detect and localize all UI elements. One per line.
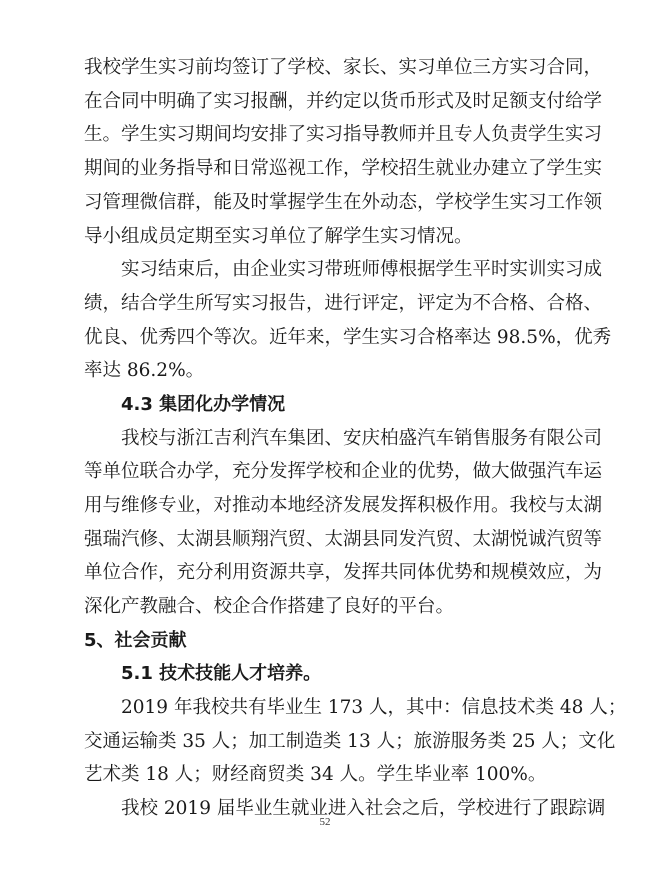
paragraph-line: 实习结束后，由企业实习带班师傅根据学生平时实训实习成 bbox=[121, 259, 603, 280]
section-heading-4-3: 4.3 集团化办学情况 bbox=[121, 394, 286, 415]
paragraph-line: 率达 86.2%。 bbox=[84, 360, 205, 381]
paragraph-line: 等单位联合办学，充分发挥学校和企业的优势，做大做强汽车运 bbox=[84, 461, 603, 482]
paragraph-line: 单位合作，充分利用资源共享，发挥共同体优势和规模效应，为 bbox=[84, 562, 603, 583]
paragraph-line: 2019 年我校共有毕业生 173 人，其中：信息技术类 48 人； bbox=[121, 697, 627, 718]
paragraph-line: 期间的业务指导和日常巡视工作，学校招生就业办建立了学生实 bbox=[84, 158, 603, 179]
paragraph-line: 强瑞汽修、太湖县顺翔汽贸、太湖县同发汽贸、太湖悦诚汽贸等 bbox=[84, 529, 603, 550]
paragraph-line: 我校学生实习前均签订了学校、家长、实习单位三方实习合同， bbox=[84, 57, 603, 78]
paragraph-line: 艺术类 18 人；财经商贸类 34 人。学生毕业率 100%。 bbox=[84, 764, 547, 785]
paragraph-line: 我校 2019 届毕业生就业进入社会之后，学校进行了跟踪调 bbox=[121, 798, 606, 819]
paragraph-line: 交通运输类 35 人；加工制造类 13 人；旅游服务类 25 人；文化 bbox=[84, 731, 616, 752]
paragraph-line: 在合同中明确了实习报酬，并约定以货币形式及时足额支付给学 bbox=[84, 91, 603, 112]
paragraph-line: 导小组成员定期至实习单位了解学生实习情况。 bbox=[84, 226, 473, 247]
paragraph-line: 用与维修专业，对推动本地经济发展发挥积极作用。我校与太湖 bbox=[84, 495, 603, 516]
section-heading-5-1: 5.1 技术技能人才培养。 bbox=[121, 663, 322, 684]
paragraph-line: 优良、优秀四个等次。近年来，学生实习合格率达 98.5%，优秀 bbox=[84, 327, 612, 348]
paragraph-line: 生。学生实习期间均安排了实习指导教师并且专人负责学生实习 bbox=[84, 124, 603, 145]
paragraph-line: 我校与浙江吉利汽车集团、安庆柏盛汽车销售服务有限公司 bbox=[121, 428, 603, 449]
paragraph-line: 绩，结合学生所写实习报告，进行评定，评定为不合格、合格、 bbox=[84, 293, 603, 314]
section-heading-5: 5、社会贡献 bbox=[84, 630, 187, 651]
paragraph-line: 习管理微信群，能及时掌握学生在外动态，学校学生实习工作领 bbox=[84, 192, 603, 213]
paragraph-line: 深化产教融合、校企合作搭建了良好的平台。 bbox=[84, 596, 455, 617]
page-number: 52 bbox=[319, 816, 331, 828]
